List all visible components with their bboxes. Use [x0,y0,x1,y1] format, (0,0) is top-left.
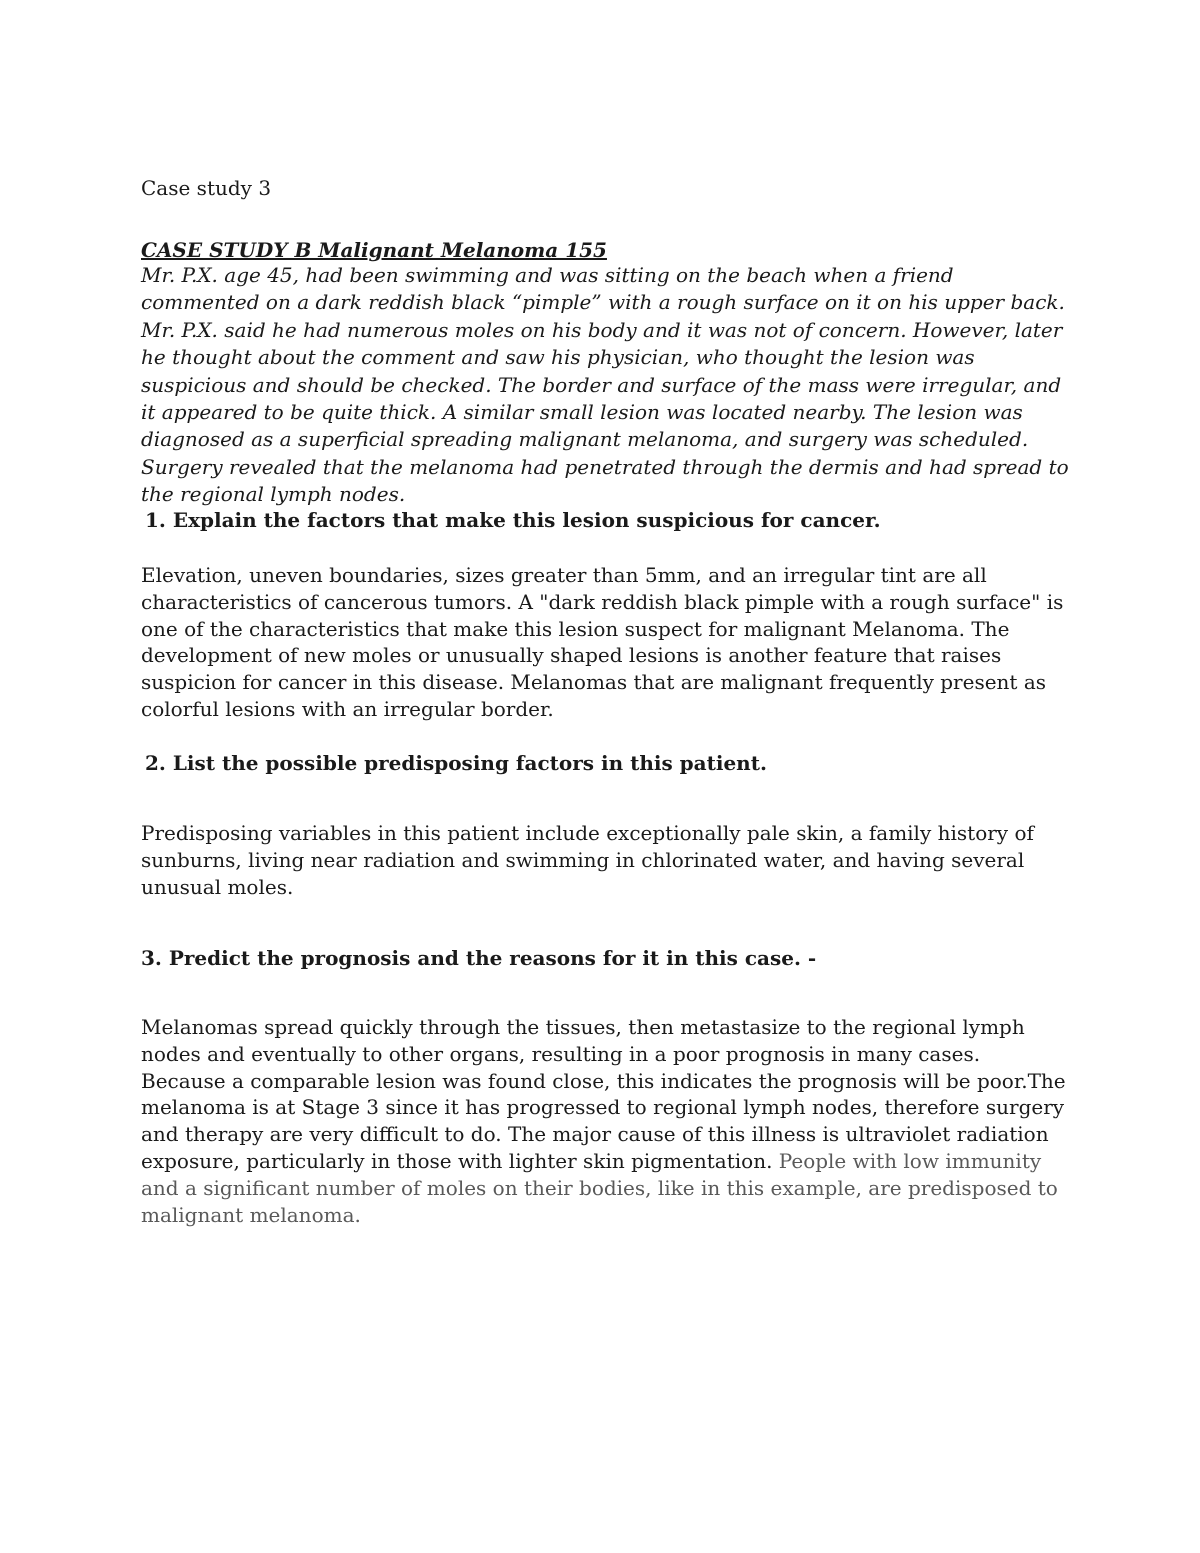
answer-1: Elevation, uneven boundaries, sizes greater than 5mm, and an irregular tint are all characteristics of cancerous tumors. A "dark reddish black pimple with a rough surface" is one of the characteristics that make this lesion suspect for malignant Melanoma. The development of new moles or unusually shaped lesions is another feature that raises suspicion for cancer in this disease. Melanomas that are malignant frequently present as colorful lesions with an irregular border. [141,563,1064,721]
document-title: Case study 3 [141,176,272,200]
answer-3-continued: People with low immunity and a significant number of moles on their bodies, like in this example, are predisposed to malignant melanoma. [141,1148,1058,1227]
question-1: 1. Explain the factors that make this lesion suspicious for cancer. [145,508,881,532]
answer-2: Predisposing variables in this patient include exceptionally pale skin, a family history of sunburns, living near radiation and swimming in chlorinated water, and having several unusual moles. [141,821,1034,899]
question-2: 2. List the possible predisposing factors in this patient. [145,751,767,775]
case-description: Mr. P.X. age 45, had been swimming and was sitting on the beach when a friend commented on a dark reddish black “pimple” with a rough surface on it on his upper back. Mr. P.X. said he had numerous moles on his body and it was not of concern. However, later he thought about the comment and saw his physician, who thought the lesion was suspicious and should be checked. The border and surface of the mass were irregular, and it appeared to be quite thick. A similar small lesion was located nearby. The lesion was diagnosed as a superficial spreading malignant melanoma, and surgery was scheduled. Surgery revealed that the melanoma had penetrated through the dermis and had spread to the regional lymph nodes. [141,263,1069,507]
question-3: 3. Predict the prognosis and the reasons for it in this case. - [141,946,817,970]
answer-3 [141,1014,1071,1228]
case-study-heading: CASE STUDY B Malignant Melanoma 155 [141,238,607,262]
answer-3-text: Melanomas spread quickly through the tissues, then metastasize to the regional lymph nodes and eventually to other organs, resulting in a poor prognosis in many cases. Because a comparable lesion was found close, this indicates the prognosis will be poor.The melanoma is at Stage 3 since it has progressed to regional lymph nodes, therefore surgery and therapy are very difficult to do. The major cause of this illness is ultraviolet radiation exposure, particularly in those with lighter skin pigmentation. [141,1015,1066,1173]
